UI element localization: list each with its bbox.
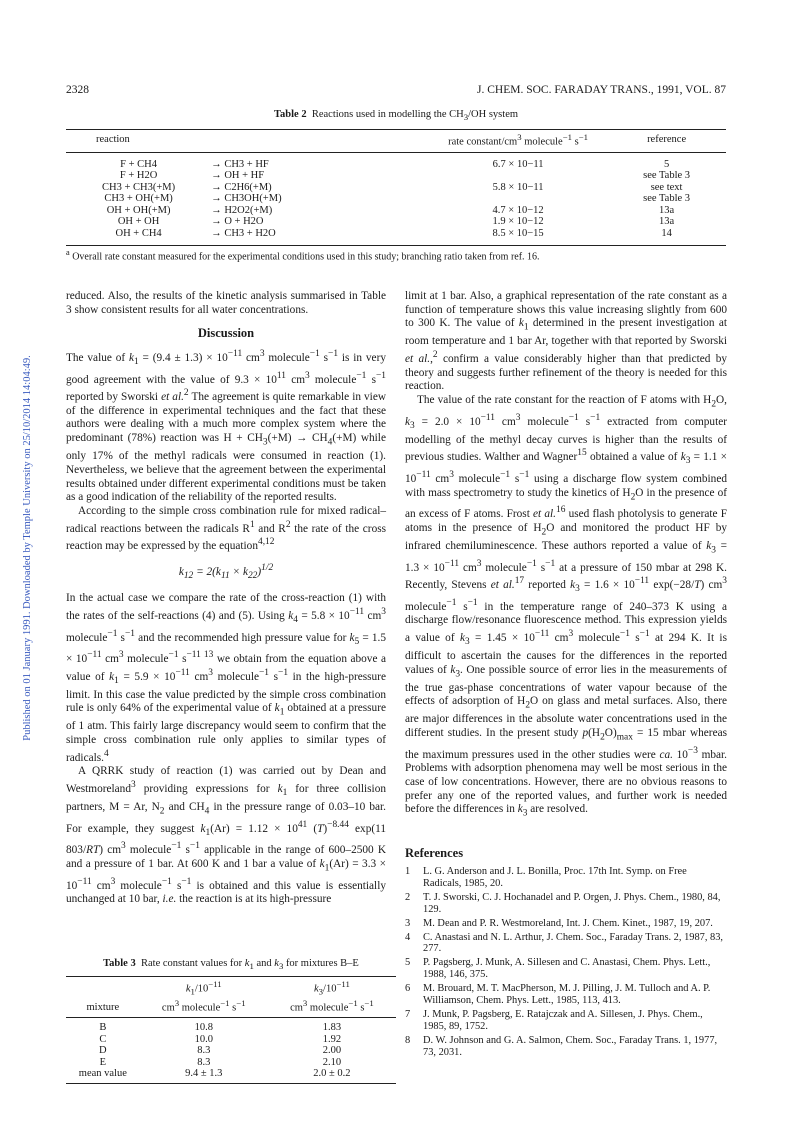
table2-cell: [429, 170, 607, 182]
table2-footnote: $^a$ Overall rate constant measured for the experimental conditions used in this study; branching ratio taken from ref. 16.: [66, 248, 540, 263]
cross-combination-equation: $k_{12} = 2(k_{11} \times k_{22})^{1/2}$: [178, 562, 274, 581]
provenance-sidebar: Published on 01 January 1991. Downloaded by Temple University on 25/10/2014 14:04:49.: [22, 355, 33, 741]
table3-row: [66, 1045, 396, 1057]
table2: [66, 129, 726, 246]
table3-cell: 2.00: [322, 1045, 342, 1057]
table2-cell: 1.9 × 10−12: [492, 216, 544, 228]
left-paragraph-1: reduced. Also, the results of the kinetic analysis summarised in Table 3 show consistent results for all water concentrations.: [66, 290, 386, 316]
table2-header-reaction: reaction: [66, 130, 211, 153]
table2-row: [66, 216, 726, 228]
reference-text: L. G. Anderson and J. L. Bonilla, Proc. 17th Int. Symp. on Free Radicals, 1985, 20.: [423, 866, 687, 889]
table3-cell: mean value: [66, 1068, 140, 1083]
table2-cell: see text: [650, 181, 683, 193]
references-heading: References: [405, 846, 464, 860]
reference-item: [405, 957, 727, 981]
table2-cell: CH3 + CH3(+M): [102, 181, 176, 193]
table2-cell: OH + OH: [117, 216, 160, 228]
reference-item: [405, 932, 727, 956]
table3-caption: Table 3 Rate constant values for $k_1$ and $k_3$ for mixtures B–E: [103, 958, 359, 972]
table2-cell: 14: [607, 228, 726, 245]
table2-cell: → CH3OH(+M): [211, 193, 282, 205]
reference-text: P. Pagsberg, J. Munk, A. Sillesen and C. Anastasi, Chem. Phys. Lett., 1988, 146, 375.: [423, 957, 711, 981]
reference-text: T. J. Sworski, C. J. Hochanadel and P. Orgen, J. Phys. Chem., 1980, 84, 129.: [423, 891, 721, 915]
reference-number: 6: [405, 983, 411, 995]
reference-number: 5: [405, 957, 411, 969]
table2-cell: 6.7 × 10−11: [492, 158, 544, 170]
reference-number: 7: [405, 1008, 411, 1020]
reference-number: 8: [405, 1034, 411, 1046]
reference-number: 4: [405, 931, 411, 943]
table2-cell: → CH3 + H2O: [211, 228, 429, 245]
table3-cell: 9.4 ± 1.3: [140, 1068, 268, 1083]
left-paragraph-4: In the actual case we compare the rate of the cross-reaction (1) with the rates of the self-reactions (4) and (5). Using $k_4 = 5.8 \times 10^{-11}$ $cm^3$ molecule$^{-1}$ $s^{-1}$ and the recommended high pressure value for $k_5 = 1.5 \times 10^{-11}$ $cm^3$ molecule$^{-1}$ $s^{-11 13}$ we obtain from the equation above a value of $k_1 = 5.9 \times 10^{-11}$ $cm^3$ molecule$^{-1}$ $s^{-1}$ in the high-pressure limit. In this case the value predicted by the simple cross combination rule is only 64% of the experimental value of $k_1$ obtained at a pressure of 1 atm. This fairly large discrepancy would seem to confirm that the simple cross combination rule only applies to similar types of radicals.$^4$: [66, 592, 386, 764]
table3-cell: 8.3: [197, 1045, 211, 1057]
right-paragraph-2: The value of the rate constant for the reaction of F atoms with $H_2O$, $k_3 = 2.0 \times 10^{-11}$ $cm^3$ molecule$^{-1}$ $s^{-1}$ extracted from computer modelling of the methyl decay curves is higher than the results of previous studies. Walther and Wagner$^{15}$ obtained a value of $k_3 = 1.1 \times 10^{-11}$ $cm^3$ molecule$^{-1}$ $s^{-1}$ using a discharge flow system combined with mass spectrometry to study the kinetics of $H_2O$ in the presence of an excess of F atoms. Frost et al.$^{16}$ used flash photolysis to generate F atoms in the presence of $H_2O$ and monitored the product HF by infrared chemiluminescence. These authors reported a value of $k_3 = 1.3 \times 10^{-11}$ $cm^3$ molecule$^{-1}$ $s^{-1}$ at a pressure of 150 mbar at 298 K. Recently, Stevens et al.$^{17}$ reported $k_3 = 1.6 \times 10^{-11}$ exp(−28/T) $cm^3$ molecule$^{-1}$ $s^{-1}$ in the temperature range of 240–373 K using a discharge flow/resonance fluorescence method. This expression yields a value of $k_3 = 1.45 \times 10^{-11}$ $cm^3$ molecule$^{-1}$ $s^{-1}$ at 294 K. It is difficult to ascertain the causes for the differences in the reported values of $k_3$. One possible source of error lies in the measurements of the true gas-phase concentrations of water vapour because of the effects of adsorption of $H_2O$ on glass and metal surfaces. Also, there are major differences in the absolute water concentrations used in the different studies. In the present study $p(H_2O)_{max} = 15$ mbar whereas the maximum pressures used in the other studies were ca. $10^{-3}$ mbar. Problems with adsorption phenomena may well be most serious in the case of low concentrations. However, there are no obvious reasons to prefer any one of the reported values, and further work is needed before the differences in $k_3$ are resolved.: [405, 393, 728, 819]
reference-item: [405, 983, 727, 1007]
table2-cell: → H2O2(+M): [211, 204, 273, 216]
table2-header-reference: reference: [607, 130, 726, 153]
journal-header: J. CHEM. SOC. FARADAY TRANS., 1991, VOL. 87: [477, 84, 726, 96]
left-paragraph-5: A QRRK study of reaction (1) was carried out by Dean and Westmoreland$^3$ providing expressions for $k_1$ for three collision partners, M = Ar, $N_2$ and $CH_4$ in the pressure range of 0.03–10 bar. For example, they suggest $k_1(Ar) = 1.12 \times 10^{41}$ $(T)^{-8.44}$ exp(11 803/RT) $cm^3$ molecule$^{-1}$ $s^{-1}$ applicable in the range of 600–2500 K and a pressure of 1 bar. At 600 K and 1 bar a value of $k_1(Ar) = 3.3 \times 10^{-11}$ $cm^3$ molecule$^{-1}$ $s^{-1}$ is obtained and this value is essentially unchanged at 10 bar, i.e. the reaction is at its high-pressure: [66, 765, 386, 906]
table3-row: [66, 1034, 396, 1046]
table2-cell: [429, 193, 607, 205]
reference-text: D. W. Johnson and G. A. Salmon, Chem. Soc., Faraday Trans. 1, 1977, 73, 2031.: [423, 1034, 718, 1058]
table2-cell: 13a: [659, 204, 675, 216]
table2-cell: see Table 3: [643, 170, 691, 182]
reference-item: [405, 892, 727, 916]
discussion-heading: Discussion: [197, 326, 255, 341]
table3-cell: D: [99, 1045, 107, 1057]
right-column: [405, 290, 727, 821]
table3-cell: E: [99, 1056, 107, 1068]
table2-row: [66, 193, 726, 205]
table2-cell: OH + OH(+M): [106, 204, 171, 216]
table2-cell: → OH + HF: [211, 170, 265, 182]
table3-row: [66, 1068, 396, 1083]
table2-caption: Table 2 Reactions used in modelling the $CH_3/OH$ system: [273, 109, 519, 123]
table2-cell: 13a: [659, 216, 675, 228]
reference-text: M. Dean and P. R. Westmoreland, Int. J. Chem. Kinet., 1987, 19, 207.: [423, 917, 713, 929]
references-list: [405, 866, 727, 1061]
table2-cell: 8.5 × 10−15: [429, 228, 607, 245]
table2-cell: see Table 3: [643, 193, 691, 205]
reference-item: [405, 1035, 727, 1059]
table2-header-blank: [211, 130, 429, 153]
table2-cell: F + CH4: [120, 158, 158, 170]
table3: [66, 976, 396, 1084]
table2-row: [66, 205, 726, 217]
table2-cell: → C2H6(+M): [211, 181, 272, 193]
left-paragraph-2: The value of $k_1 = (9.4 \pm 1.3) \times 10^{-11}$ $cm^3$ molecule$^{-1}$ $s^{-1}$ is in very good agreement with the value of $9.3 \times 10^{11}$ $cm^3$ molecule$^{-1}$ $s^{-1}$ reported by Sworski et al.$^2$ The agreement is quite remarkable in view of the difference in experimental techniques and the fact that these authors were dealing with a much more complex system where the predominant (78%) reaction was $H + CH_3(+M) \to CH_4(+M)$ while only 17% of the methyl radicals were consumed in reaction (1). Nevertheless, we believe that the agreement between the experimental results obtained under different experimental conditions must be taken as a good indication of the reliability of the reported results.: [66, 349, 386, 504]
reference-text: M. Brouard, M. T. MacPherson, M. J. Pilling, J. M. Tulloch and A. P. Williamson, Chem. Phys. Lett., 1985, 113, 413.: [423, 983, 711, 1007]
table2-cell: 4.7 × 10−12: [492, 204, 544, 216]
reference-text: J. Munk, P. Pagsberg, E. Ratajczak and A. Sillesen, J. Phys. Chem., 1985, 89, 1752.: [423, 1008, 703, 1032]
table3-row: [66, 1018, 396, 1034]
page-number: 2328: [66, 84, 89, 96]
table2-row: [66, 182, 726, 194]
table2-cell: 5: [663, 158, 670, 170]
reference-item: [405, 866, 727, 890]
table3-cell: 1.83: [322, 1022, 342, 1034]
table3-cell: 10.0: [194, 1033, 213, 1045]
reference-item: [405, 1009, 727, 1033]
table2-cell: F + H2O: [119, 170, 158, 182]
table2-row: [66, 228, 726, 245]
reference-text: C. Anastasi and N. L. Arthur, J. Chem. Soc., Faraday Trans. 2, 1987, 83, 277.: [423, 931, 724, 955]
table2-row: [66, 170, 726, 182]
table3-cell: 2.10: [322, 1056, 342, 1068]
table2-cell: → O + H2O: [211, 216, 264, 228]
table3-header-mixture: mixture: [66, 977, 140, 1018]
table3-cell: 2.0 ± 0.2: [268, 1068, 396, 1083]
table2-row: [66, 152, 726, 170]
left-column: [66, 290, 386, 907]
table3-cell: 8.3: [197, 1056, 211, 1068]
reference-number: 1: [405, 866, 411, 877]
table2-cell: CH3 + OH(+M): [104, 193, 173, 205]
right-paragraph-1: limit at 1 bar. Also, a graphical representation of the rate constant as a function of temperature shows this value increasing slightly from 600 to 300 K. The value of $k_1$ determined in the present investigation at room temperature and 1 bar Ar, together with that reported by Sworski et al.,$^2$ confirm a value considerably higher than that predicted by theory and suggests further refinement of the theory is needed for this reaction.: [405, 290, 728, 393]
reference-number: 2: [405, 891, 411, 903]
table3-header-k1: $k_1/10^{-11}$ $cm^3$ molecule$^{-1}$ $s^{-1}$: [140, 977, 268, 1018]
left-paragraph-3: According to the simple cross combination rule for mixed radical–radical reactions between the radicals $R^1$ and $R^2$ the rate of the cross reaction may be expressed by the equation$^{4,12}$: [66, 504, 387, 552]
reference-number: 3: [405, 917, 411, 929]
table3-cell: C: [99, 1033, 107, 1045]
reference-item: [405, 918, 727, 930]
table2-cell: → CH3 + HF: [211, 158, 269, 170]
table2-header-rate: rate constant/$cm^3$ molecule$^{-1}$ $s^{-1}$: [429, 130, 607, 153]
table2-cell: OH + CH4: [66, 228, 211, 245]
table3-row: [66, 1057, 396, 1069]
table3-cell: B: [99, 1022, 107, 1034]
table3-header-k3: $k_3/10^{-11}$ $cm^3$ molecule$^{-1}$ $s^{-1}$: [268, 977, 396, 1018]
table3-cell: 10.8: [194, 1022, 213, 1034]
table2-cell: 5.8 × 10−11: [492, 181, 544, 193]
table3-cell: 1.92: [322, 1033, 342, 1045]
